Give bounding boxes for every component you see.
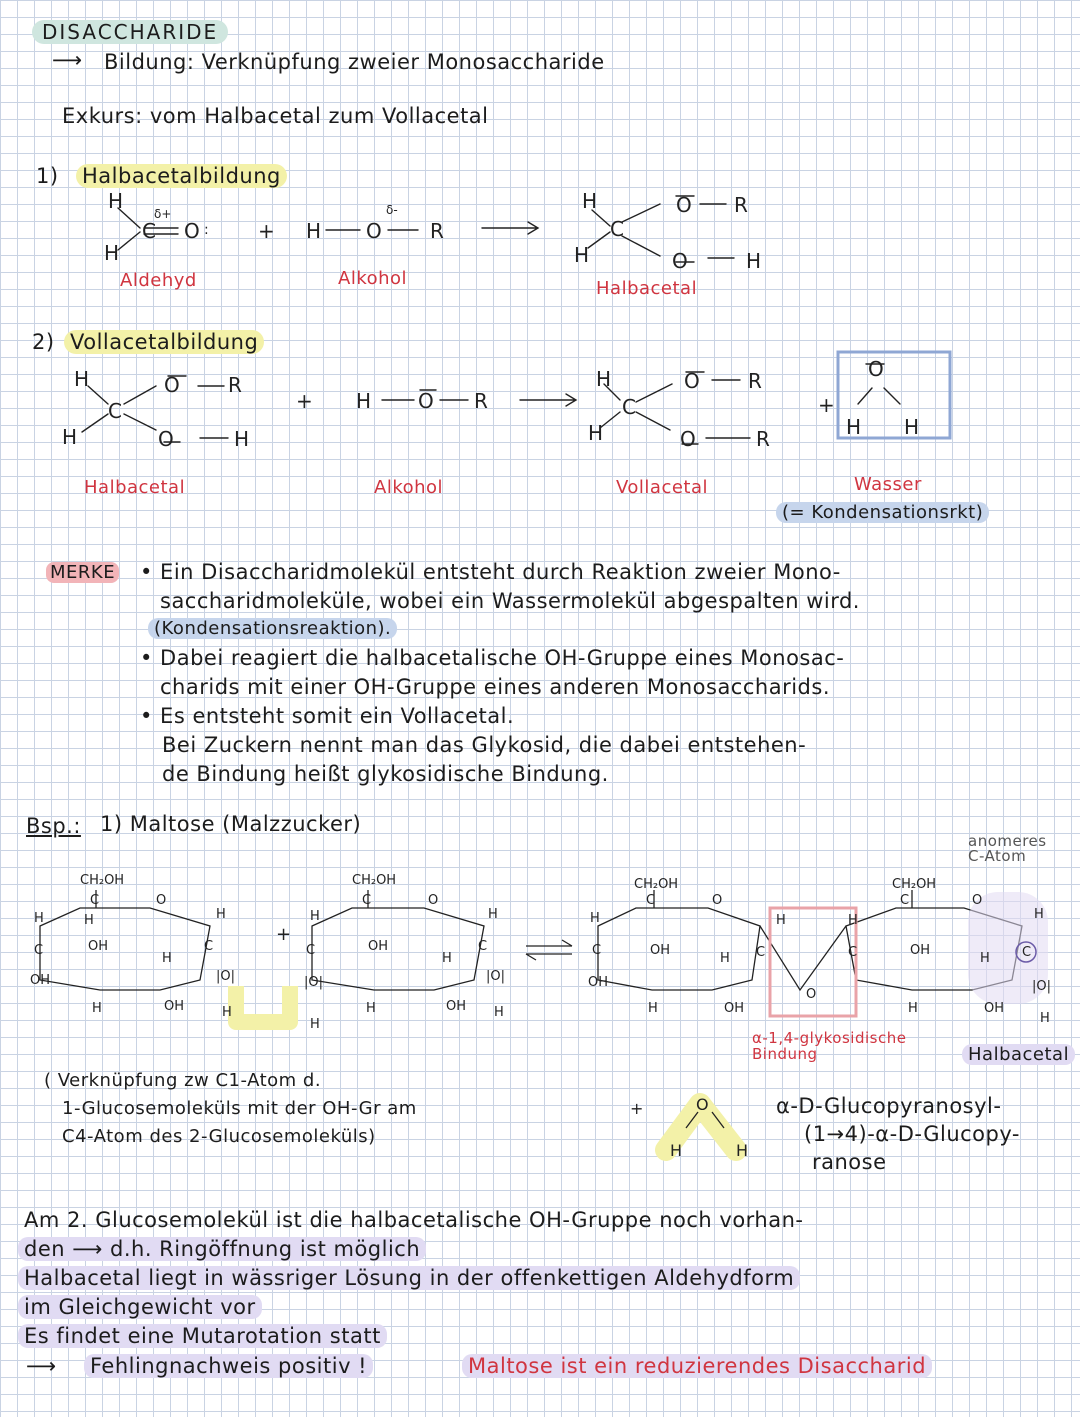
intro-text: Bildung: Verknüpfung zweier Monosaccharide [104,50,605,74]
label-halbacetal-1: Halbacetal [596,278,698,299]
svg-text:CH₂OH: CH₂OH [634,877,679,892]
svg-text:C: C [362,893,372,908]
label-alkohol-2: Alkohol [374,477,444,498]
svg-text:H: H [162,951,172,966]
svg-text:+: + [296,389,313,413]
svg-text:O: O [676,193,692,217]
svg-text:C: C [646,893,656,908]
label-anomeres: anomeres C-Atom [968,832,1047,865]
svg-text:R: R [474,389,488,413]
svg-text:OH: OH [446,999,467,1014]
svg-text:H: H [908,1001,918,1016]
final-fehling: Fehlingnachweis positiv ! [84,1354,373,1378]
svg-text:H: H [980,951,990,966]
label-wasser: Wasser [854,474,922,495]
svg-text:C: C [622,395,636,419]
svg-text:O: O [158,427,174,451]
svg-text:CH₂OH: CH₂OH [352,873,397,888]
iupac-line-3: ranose [812,1150,887,1174]
svg-text:R: R [228,373,242,397]
svg-text:O: O [418,389,434,413]
svg-text:C: C [34,943,44,958]
svg-text:O: O [684,369,700,393]
svg-text:O: O [184,219,200,243]
svg-text:OH: OH [30,973,51,988]
svg-text:H: H [108,189,124,213]
svg-text:|O|: |O| [1032,979,1051,994]
merke-line-8: de Bindung heißt glykosidische Bindung. [162,762,609,786]
svg-text:+: + [276,924,292,945]
example-heading: 1) Maltose (Malzzucker) [100,812,362,836]
label-kondensation: (= Kondensationsrkt) [776,502,989,523]
svg-text:H: H [670,1141,683,1160]
svg-text:H: H [736,1141,749,1160]
svg-text:+: + [818,393,835,417]
svg-text:CH₂OH: CH₂OH [80,873,125,888]
section1-heading: Halbacetalbildung [76,164,287,188]
svg-text:+: + [258,219,275,243]
svg-text:R: R [430,219,444,243]
svg-text:H: H [222,1005,232,1020]
svg-text:H: H [234,427,250,451]
merke-line-7: Bei Zuckern nennt man das Glykosid, die dabei entstehen- [162,733,807,757]
final-result: Maltose ist ein reduzierendes Disaccharid [462,1354,932,1378]
svg-text:H: H [306,219,322,243]
svg-text:OH: OH [164,999,185,1014]
svg-text:C: C [108,399,122,423]
merke-line-5: charids mit einer OH-Gruppe eines anderen Monosaccharids. [160,675,830,699]
example-label: Bsp.: [26,814,81,838]
svg-text:H: H [92,1001,102,1016]
svg-text:H: H [104,241,120,265]
section1-number: 1) [36,164,59,188]
label-aldehyd: Aldehyd [120,270,197,291]
svg-text:C: C [142,219,156,243]
merke-line-1: • Ein Disaccharidmolekül entsteht durch Reaktion zweier Mono- [140,560,841,584]
svg-text:H: H [74,367,90,391]
conclusion-line-5: Es findet eine Mutarotation statt [18,1324,387,1348]
svg-text:|O|: |O| [216,969,235,984]
merke-label: MERKE [46,562,119,583]
verknuepfung-line-1: ( Verknüpfung zw C1-Atom d. [44,1070,322,1091]
svg-text:C: C [756,945,766,960]
svg-text:O: O [696,1095,709,1114]
svg-text:H: H [588,421,604,445]
conclusion-line-4: im Gleichgewicht vor [18,1295,262,1319]
arrow-icon: ⟶ [52,48,83,72]
svg-text:C: C [900,893,910,908]
label-glykosidische-bindung: α-1,4-glykosidische Bindung [752,1029,907,1063]
svg-text:H: H [746,249,762,273]
svg-text:|O|: |O| [304,975,323,990]
svg-text:H: H [582,189,598,213]
svg-text:OH: OH [588,975,609,990]
svg-text:C: C [610,217,624,241]
svg-text:O: O [428,893,439,908]
svg-text:H: H [62,425,78,449]
svg-text:H: H [848,913,858,928]
svg-text:OH: OH [368,939,389,954]
svg-text:H: H [84,913,94,928]
svg-text:H: H [310,1017,320,1032]
svg-text:C: C [90,893,100,908]
merke-line-4: • Dabei reagiert die halbacetalische OH-Gruppe eines Monosac- [140,646,845,670]
svg-text:H: H [574,243,590,267]
svg-text:R: R [748,369,762,393]
svg-text:O: O [672,249,688,273]
svg-text:OH: OH [88,939,109,954]
merke-line-2: saccharidmoleküle, wobei ein Wassermolekül abgespalten wird. [160,589,860,613]
merke-line-6: • Es entsteht somit ein Vollacetal. [140,704,515,728]
label-halbacetal-3: Halbacetal [962,1044,1075,1065]
svg-text:O: O [712,893,723,908]
svg-text:R: R [756,427,770,451]
svg-text:H: H [596,367,612,391]
section2-number: 2) [32,330,55,354]
svg-text:O: O [366,219,382,243]
svg-text:H: H [720,951,730,966]
label-vollacetal: Vollacetal [616,477,709,498]
svg-text:+: + [630,1099,644,1118]
label-halbacetal-2: Halbacetal [84,477,186,498]
iupac-line-1: α-D-Glucopyranosyl- [776,1094,1002,1118]
svg-text:H: H [846,415,862,439]
svg-text:H: H [494,1005,504,1020]
page-title: DISACCHARIDE [32,20,228,44]
svg-text:H: H [488,907,498,922]
svg-text::: : [204,222,209,238]
svg-text:OH: OH [910,943,931,958]
svg-text:δ-: δ- [386,203,398,217]
svg-text:O: O [680,427,696,451]
svg-text:C: C [1022,945,1032,960]
svg-text:H: H [1040,1011,1050,1026]
svg-text:C: C [848,945,858,960]
svg-text:R: R [734,193,748,217]
svg-text:O: O [868,357,884,381]
svg-text:H: H [648,1001,658,1016]
svg-text:H: H [366,1001,376,1016]
svg-text:H: H [442,951,452,966]
svg-text:O: O [164,373,180,397]
svg-text:H: H [356,389,372,413]
svg-text:C: C [592,943,602,958]
svg-text:H: H [34,911,44,926]
conclusion-line-2: den ⟶ d.h. Ringöffnung ist möglich [18,1237,426,1261]
conclusion-line-1: Am 2. Glucosemolekül ist die halbacetalische OH-Gruppe noch vorhan- [24,1208,804,1232]
svg-text:O: O [156,893,167,908]
iupac-line-2: (1→4)-α-D-Glucopy- [804,1122,1020,1146]
svg-text:H: H [216,907,226,922]
svg-text:C: C [478,939,488,954]
svg-text:H: H [310,909,320,924]
svg-text:|O|: |O| [486,969,505,984]
verknuepfung-line-3: C4-Atom des 2-Glucosemoleküls) [62,1126,376,1147]
svg-text:δ+: δ+ [154,207,172,221]
svg-text:H: H [1034,907,1044,922]
svg-text:C: C [306,943,316,958]
svg-text:O: O [972,893,983,908]
svg-text:OH: OH [650,943,671,958]
excursus-heading: Exkurs: vom Halbacetal zum Vollacetal [62,104,489,128]
merke-line-3: (Kondensationsreaktion). [148,618,397,639]
verknuepfung-line-2: 1-Glucosemoleküls mit der OH-Gr am [62,1098,417,1119]
svg-text:H: H [776,913,786,928]
svg-text:CH₂OH: CH₂OH [892,877,937,892]
section2-heading: Vollacetalbildung [64,330,264,354]
label-alkohol-1: Alkohol [338,268,408,289]
svg-text:H: H [904,415,920,439]
svg-text:OH: OH [724,1001,745,1016]
svg-text:O: O [806,987,817,1002]
svg-text:C: C [204,939,214,954]
conclusion-line-3: Halbacetal liegt in wässriger Lösung in der offenkettigen Aldehydform [18,1266,800,1290]
svg-text:OH: OH [984,1001,1005,1016]
final-arrow-icon: ⟶ [26,1354,57,1378]
svg-text:H: H [590,911,600,926]
